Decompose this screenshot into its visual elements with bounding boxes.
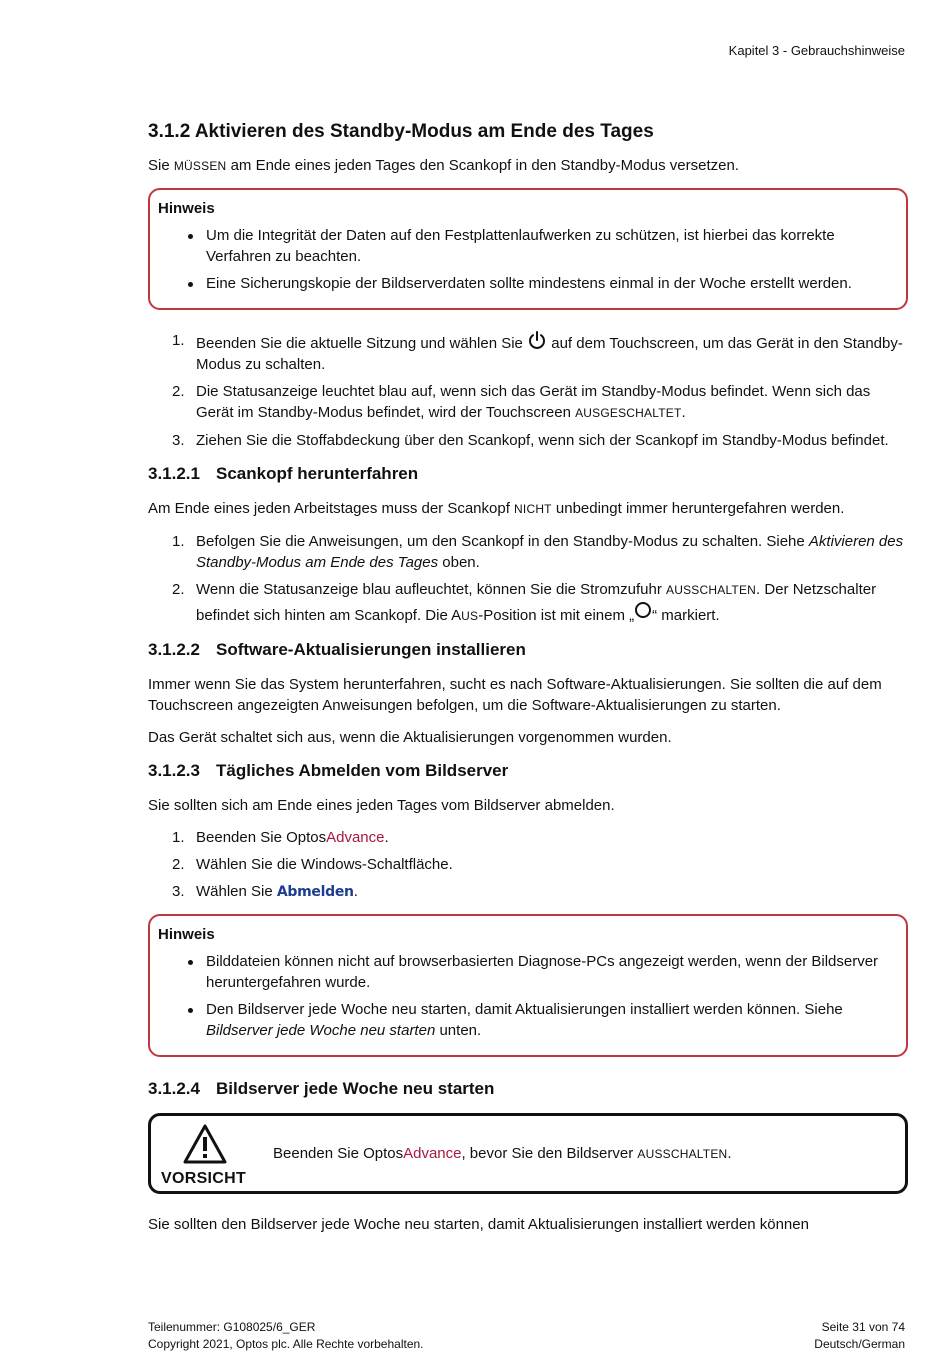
section-title-3-1-2-2: 3.1.2.2 Software-Aktualisierungen installieren: [148, 640, 526, 659]
section-title-3-1-2: 3.1.2 Aktivieren des Standby-Modus am Ende des Tages: [148, 121, 654, 142]
brand-name: Advance: [326, 829, 385, 846]
note-title: Hinweis: [158, 926, 215, 943]
step-number: 3.: [172, 432, 185, 449]
section-title-3-1-2-1: 3.1.2.1 Scankopf herunterfahren: [148, 464, 419, 483]
step-number: 3.: [172, 883, 185, 900]
off-circle-icon: [634, 601, 652, 619]
step-item: 1. Beenden Sie die aktuelle Sitzung und wählen Sie auf dem Touchscreen, um das Gerät in den Standby-Modus zu schalten.: [172, 332, 903, 373]
step-item: 1. Beenden Sie OptosAdvance.: [172, 829, 389, 846]
paragraph: Das Gerät schaltet sich aus, wenn die Aktualisierungen vorgenommen wurden.: [148, 729, 672, 746]
step-item: 3. Wählen Sie Abmelden.: [172, 883, 358, 900]
warning-triangle-icon: [182, 1123, 228, 1165]
step-number: 1.: [172, 332, 185, 349]
note-box: [148, 188, 908, 310]
cross-reference[interactable]: Aktivieren des Standby-Modus am Ende des Tages: [196, 533, 904, 571]
step-item: 2. Wählen Sie die Windows-Schaltfläche.: [172, 856, 453, 873]
note-list: [158, 225, 896, 294]
shutdown-steps: [148, 531, 908, 627]
brand-name: Advance: [403, 1145, 462, 1162]
caution-label: VORSICHT: [161, 1170, 247, 1187]
step-number: 2.: [172, 581, 185, 598]
step-number: 2.: [172, 383, 185, 400]
note-list: [158, 951, 896, 1041]
power-icon: [527, 330, 547, 350]
note-item: Eine Sicherungskopie der Bildserverdaten sollte mindestens einmal in der Woche erstellt werden.: [206, 273, 896, 294]
step-item: 2. Die Statusanzeige leuchtet blau auf, wenn sich das Gerät im Standby-Modus befindet. Wenn sich das Gerät im Standby-Modus befindet, wird der Touchscreen AUSGESCHALTET.: [172, 383, 871, 421]
step-item: 3. Ziehen Sie die Stoffabdeckung über den Scankopf, wenn sich der Scankopf im Standby-Modus befindet.: [172, 432, 889, 449]
paragraph: Sie sollten den Bildserver jede Woche neu starten, damit Aktualisierungen installiert werden können: [148, 1216, 809, 1233]
footer-left: [148, 1319, 424, 1353]
part-number: Teilenummer: G108025/6_GER: [148, 1320, 316, 1334]
section-intro: Sie MÜSSEN am Ende eines jeden Tages den Scankopf in den Standby-Modus versetzen.: [148, 157, 739, 174]
language: Deutsch/German: [814, 1337, 905, 1351]
page-content: [148, 118, 908, 1246]
caution-text: Beenden Sie OptosAdvance, bevor Sie den Bildserver AUSSCHALTEN.: [273, 1145, 732, 1162]
section-intro: Am Ende eines jeden Arbeitstages muss der Scankopf NICHT unbedingt immer heruntergefahren werden.: [148, 500, 845, 517]
note-item: Um die Integrität der Daten auf den Festplattenlaufwerken zu schützen, ist hierbei das korrekte Verfahren zu beachten.: [206, 225, 896, 267]
standby-steps: [148, 330, 908, 451]
page-header: Kapitel 3 - Gebrauchshinweise: [728, 43, 905, 58]
paragraph: Immer wenn Sie das System herunterfahren, sucht es nach Software-Aktualisierungen. Sie sollten die auf dem Touchscreen angezeigten Anweisungen befolgen, um die Software-Aktualisierungen zu starten.: [148, 676, 882, 714]
note-item: Den Bildserver jede Woche neu starten, damit Aktualisierungen installiert werden können. Siehe Bildserver jede Woche neu starten unten.: [206, 999, 896, 1041]
step-number: 1.: [172, 533, 185, 550]
step-number: 1.: [172, 829, 185, 846]
step-number: 2.: [172, 856, 185, 873]
step-item: 2. Wenn die Statusanzeige blau aufleuchtet, können Sie die Stromzufuhr AUSSCHALTEN. Der Netzschalter befindet sich hinten am Scankopf. Die AUS-Position ist mit einem „ “ markiert.: [172, 581, 877, 624]
note-title: Hinweis: [158, 200, 215, 217]
cross-reference[interactable]: Bildserver jede Woche neu starten: [206, 1022, 436, 1039]
copyright: Copyright 2021, Optos plc. Alle Rechte vorbehalten.: [148, 1337, 424, 1351]
note-item: Bilddateien können nicht auf browserbasierten Diagnose-PCs angezeigt werden, wenn der Bildserver heruntergefahren wurde.: [206, 951, 896, 993]
paragraph: Sie sollten sich am Ende eines jeden Tages vom Bildserver abmelden.: [148, 797, 615, 814]
section-title-3-1-2-3: 3.1.2.3 Tägliches Abmelden vom Bildserver: [148, 761, 509, 780]
step-item: 1. Befolgen Sie die Anweisungen, um den Scankopf in den Standby-Modus zu schalten. Siehe Aktivieren des Standby-Modus am Ende des Tages oben.: [172, 533, 904, 571]
logout-steps: [148, 827, 908, 903]
footer-right: [814, 1319, 905, 1353]
note-box: [148, 914, 908, 1057]
page-number: Seite 31 von 74: [821, 1320, 905, 1334]
section-title-3-1-2-4: 3.1.2.4 Bildserver jede Woche neu starten: [148, 1079, 495, 1098]
logout-button-label: Abmelden: [276, 884, 354, 900]
caution-box: [148, 1113, 908, 1194]
